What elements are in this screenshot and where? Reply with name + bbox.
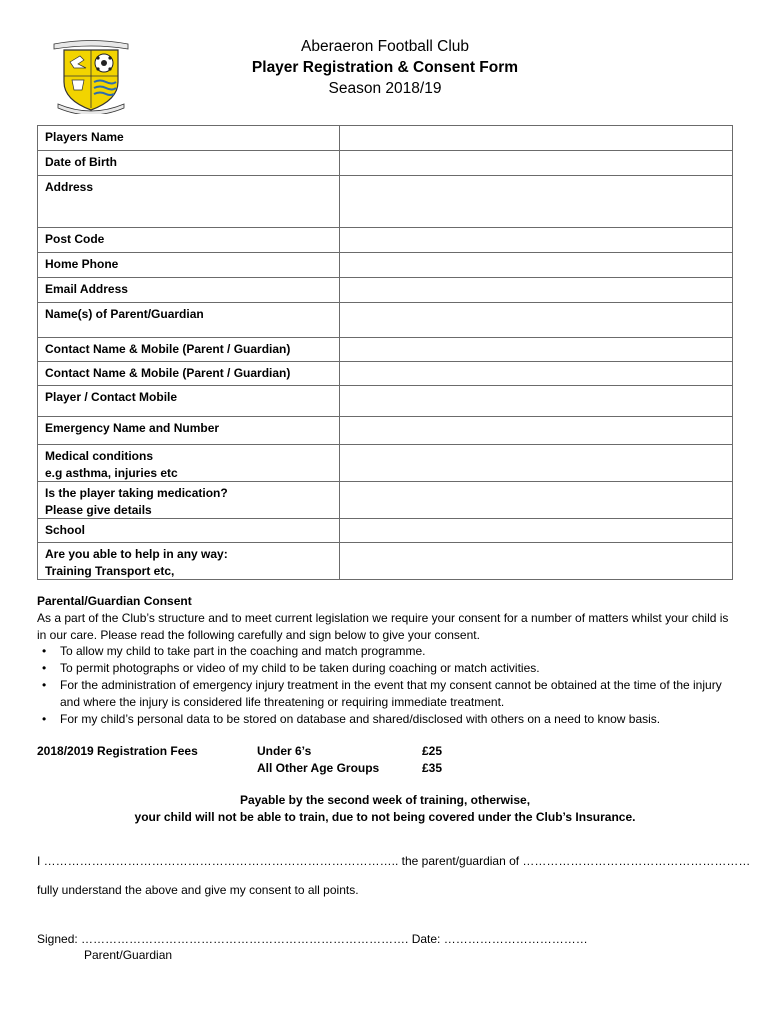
table-row: [38, 519, 733, 543]
field-label: Contact Name & Mobile (Parent / Guardian): [38, 362, 340, 386]
table-row: [38, 278, 733, 303]
consent-item: [42, 711, 737, 728]
bullet-icon: •: [42, 711, 47, 726]
field-label: Player / Contact Mobile: [38, 386, 340, 417]
club-crest-logo: [50, 38, 132, 114]
field-label-line: Medical conditions: [45, 449, 154, 463]
signer-label: Parent/Guardian: [84, 948, 173, 962]
bullet-icon: •: [42, 661, 47, 676]
contact-mobile-2-field[interactable]: [340, 362, 733, 386]
volunteer-help-field[interactable]: [340, 543, 733, 580]
table-row: [38, 338, 733, 362]
field-label: [38, 482, 340, 519]
email-address-field[interactable]: [340, 278, 733, 303]
field-label: Emergency Name and Number: [38, 417, 340, 445]
emergency-contact-field[interactable]: [340, 417, 733, 445]
field-label: Email Address: [38, 278, 340, 303]
table-row: [38, 176, 733, 228]
fee-group: Under 6’s: [257, 744, 312, 758]
table-row: [38, 362, 733, 386]
home-phone-field[interactable]: [340, 253, 733, 278]
medication-field[interactable]: [340, 482, 733, 519]
consent-list: [37, 643, 737, 727]
form-title: Player Registration & Consent Form: [251, 59, 519, 76]
club-name: Aberaeron Football Club: [300, 38, 470, 55]
consent-item: [42, 660, 737, 677]
payment-notice: [37, 792, 733, 826]
field-label: Post Code: [38, 228, 340, 253]
players-name-field[interactable]: [340, 126, 733, 151]
date-of-birth-field[interactable]: [340, 151, 733, 176]
consent-intro: As a part of the Club’s structure and to meet current legislation we require your consent for a number of matters whilst your child is in our care. Please read the following carefully and sign below to give your consent.: [37, 610, 729, 642]
table-row: [38, 228, 733, 253]
consent-item: [42, 643, 737, 660]
field-label-hint: e.g asthma, injuries etc: [45, 465, 178, 480]
consent-item: [42, 677, 737, 711]
field-label-line: Is the player taking medication?: [45, 486, 228, 500]
consent-item-text: To allow my child to take part in the coaching and match programme.: [60, 644, 426, 659]
payment-notice-line: your child will not be able to train, due to not being covered under the Club’s Insurance.: [134, 809, 636, 824]
field-label: Address: [38, 176, 340, 228]
consent-item-text: For the administration of emergency injury treatment in the event that my consent cannot be obtained at the time of the injury and where the injury is considered life threatening or requiring immediate treatment.: [60, 677, 722, 709]
field-label-line: Are you able to help in any way:: [45, 547, 228, 561]
consent-section: [37, 593, 737, 727]
consent-title: Parental/Guardian Consent: [37, 594, 192, 608]
season-label: Season 2018/19: [328, 80, 442, 97]
field-label: Home Phone: [38, 253, 340, 278]
post-code-field[interactable]: [340, 228, 733, 253]
table-row: [38, 386, 733, 417]
parent-guardian-name-field[interactable]: [340, 303, 733, 338]
table-row: [38, 126, 733, 151]
payment-notice-line: Payable by the second week of training, otherwise,: [239, 793, 531, 807]
fee-amount: £35: [422, 760, 443, 775]
registration-table: [37, 125, 733, 580]
address-field[interactable]: [340, 176, 733, 228]
consent-item-text: To permit photographs or video of my child to be taken during coaching or match activities.: [60, 661, 540, 676]
field-label: Players Name: [38, 126, 340, 151]
field-label: School: [38, 519, 340, 543]
fee-group: All Other Age Groups: [257, 760, 380, 775]
contact-mobile-1-field[interactable]: [340, 338, 733, 362]
consent-item-text: For my child’s personal data to be stored on database and shared/disclosed with others on a need to know basis.: [60, 711, 661, 726]
table-row: [38, 445, 733, 482]
signature-line[interactable]: Signed: ………………………………………………………………………. Date: ………………………………: [37, 932, 588, 946]
field-label: Date of Birth: [38, 151, 340, 176]
bullet-icon: •: [42, 677, 47, 692]
school-field[interactable]: [340, 519, 733, 543]
table-row: [38, 151, 733, 176]
bullet-icon: •: [42, 644, 47, 659]
player-contact-mobile-field[interactable]: [340, 386, 733, 417]
table-row: [38, 417, 733, 445]
table-row: [38, 543, 733, 580]
field-label: [38, 543, 340, 580]
form-header: [150, 36, 620, 99]
field-label-hint: Training Transport etc,: [45, 563, 175, 578]
declaration-line[interactable]: I …………………………………………………………………………….. the parent/guardian of …………………………………………………: [37, 854, 751, 868]
field-label: [38, 445, 340, 482]
field-label: Name(s) of Parent/Guardian: [38, 303, 340, 338]
table-row: [38, 482, 733, 519]
table-row: [38, 303, 733, 338]
medical-conditions-field[interactable]: [340, 445, 733, 482]
table-row: [38, 253, 733, 278]
fee-amount: £25: [422, 744, 443, 758]
field-label-hint: Please give details: [45, 502, 152, 517]
declaration-statement: fully understand the above and give my consent to all points.: [37, 883, 359, 897]
fees-label: 2018/2019 Registration Fees: [37, 744, 198, 758]
field-label: Contact Name & Mobile (Parent / Guardian): [38, 338, 340, 362]
